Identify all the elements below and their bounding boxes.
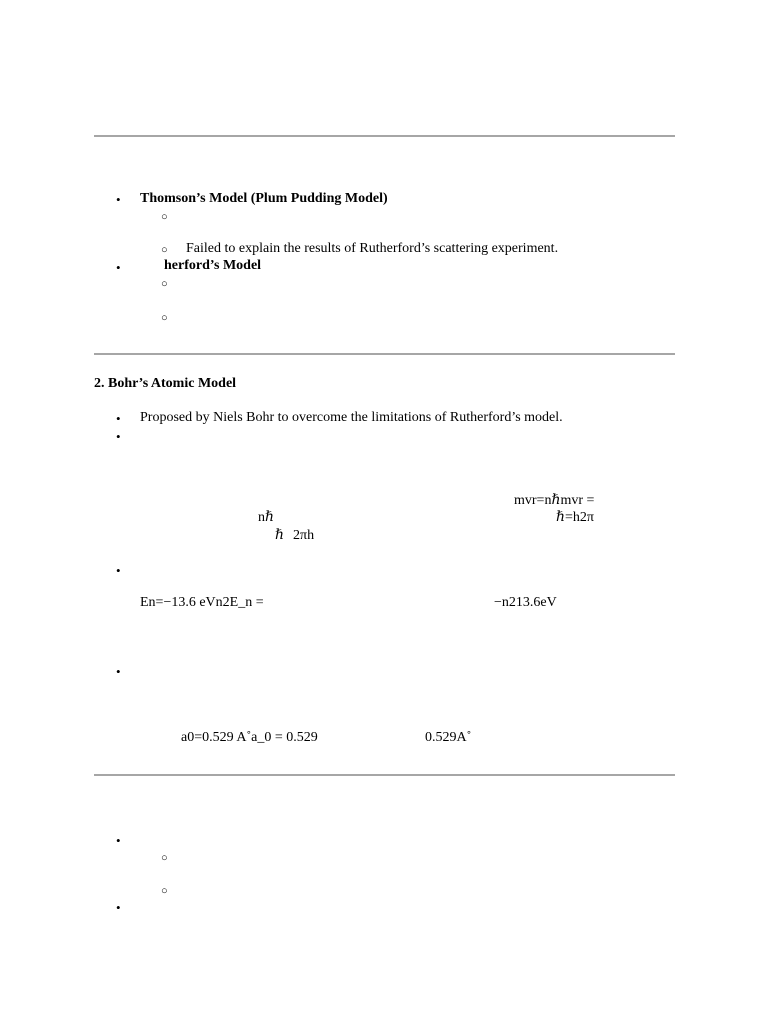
list-item-text: Proposed by Niels Bohr to overcome the limitations of Rutherford’s model. [140,410,563,425]
formula-fragment: 2πh [293,528,315,543]
subbullet-icon: ○ [161,244,168,256]
list-item-title: herford’s Model [164,258,262,273]
radius-formula-lhs: a0=0.529 A˚a_0 = 0.529 [181,730,318,745]
bullet-icon: • [116,563,121,578]
formula-fragment: mvr=nℏmvr = [514,493,595,508]
formula-fragment: ℏ [275,528,285,543]
bullet-icon: • [116,192,121,207]
bullet-icon: • [116,900,121,915]
bullet-icon: • [116,411,121,426]
subbullet-icon: ○ [161,312,168,324]
bullet-icon: • [116,260,121,275]
radius-formula-rhs: 0.529A˚ [425,730,472,745]
energy-formula-lhs: En=−13.6 eVn2E_n = [140,595,264,610]
subbullet-icon: ○ [161,885,168,897]
subbullet-icon: ○ [161,852,168,864]
section-divider [94,135,675,137]
formula-fragment: nℏ [258,510,275,525]
list-subitem-text: Failed to explain the results of Rutherford’s scattering experiment. [186,241,559,256]
section-divider [94,774,675,776]
bullet-icon: • [116,429,121,444]
formula-fragment: ℏ=h2π [556,510,594,525]
subbullet-icon: ○ [161,211,168,223]
list-item-title: Thomson’s Model (Plum Pudding Model) [140,191,388,206]
energy-formula-rhs: −n213.6eV [494,595,557,610]
bullet-icon: • [116,833,121,848]
section-divider [94,353,675,355]
bullet-icon: • [116,664,121,679]
subbullet-icon: ○ [161,278,168,290]
section-heading: 2. Bohr’s Atomic Model [94,376,237,391]
